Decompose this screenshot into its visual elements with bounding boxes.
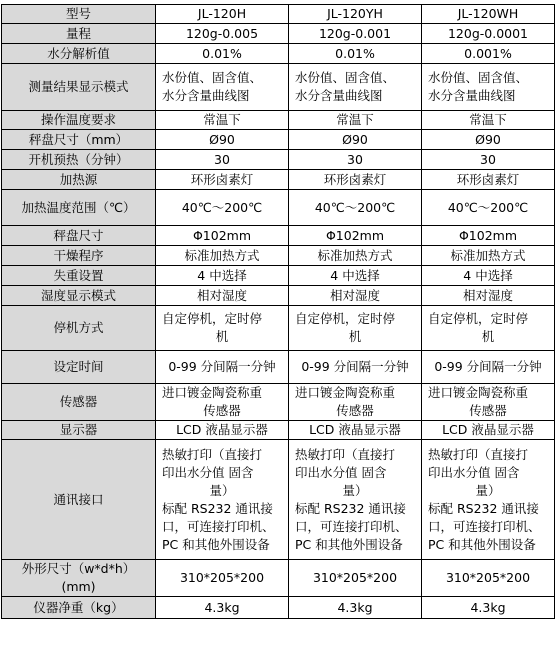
row-value-line: 传感器 <box>469 403 507 418</box>
row-value-line: 热敏打印（直接打 <box>428 446 529 462</box>
row-value-model-2: 0-99 分间隔一分钟 <box>289 351 422 384</box>
row-value-line: 水分含量曲线图 <box>295 88 383 103</box>
row-label: 加热源 <box>2 170 156 190</box>
row-value-line: 口，可连接打印机、 <box>295 518 408 534</box>
row-value-model-1: 相对湿度 <box>156 286 289 306</box>
row-value-line: 印出水分值 固含 <box>428 464 520 480</box>
row-value-line: 标配 RS232 通讯接 <box>428 500 539 516</box>
row-label: 加热温度范围（℃） <box>2 190 156 226</box>
row-label <box>2 560 156 597</box>
row-value-line: 量） <box>209 482 235 498</box>
row-value-line: PC 和其他外围设备 <box>428 536 536 552</box>
table-row <box>2 24 555 44</box>
row-value-model-1: Ø90 <box>156 130 289 150</box>
table-row <box>2 351 555 384</box>
row-value-line: 印出水分值 固含 <box>295 464 387 480</box>
row-label: 水分解析值 <box>2 44 156 64</box>
row-label: 秤盘尺寸（mm） <box>2 130 156 150</box>
header-label: 型号 <box>2 5 156 24</box>
row-value-line: 进口镀金陶瓷称重 <box>428 385 529 400</box>
row-value-line: 自定停机，定时停 <box>428 311 529 326</box>
table-row <box>2 190 555 226</box>
row-label: 通讯接口 <box>2 440 156 560</box>
row-value-model-3: 310*205*200 <box>422 560 555 597</box>
row-value-model-2: 0.01% <box>289 44 422 64</box>
row-value-model-2: 30 <box>289 150 422 170</box>
row-value-model-3 <box>422 306 555 351</box>
table-row <box>2 111 555 130</box>
row-value-model-2: Φ102mm <box>289 226 422 246</box>
table-row <box>2 130 555 150</box>
row-value-model-1: LCD 液晶显示器 <box>156 421 289 440</box>
row-label: 测量结果显示模式 <box>2 64 156 111</box>
table-row <box>2 597 555 619</box>
row-value-model-3: 30 <box>422 150 555 170</box>
row-value-model-1: 30 <box>156 150 289 170</box>
model-2: JL-120YH <box>289 5 422 24</box>
row-value-model-2: 标准加热方式 <box>289 246 422 266</box>
row-value-line: 口，可连接打印机、 <box>428 518 541 534</box>
row-value-model-3: Φ102mm <box>422 226 555 246</box>
model-3: JL-120WH <box>422 5 555 24</box>
table-row <box>2 246 555 266</box>
row-value-line: 机 <box>348 329 362 344</box>
row-value-model-1: 4.3kg <box>156 597 289 619</box>
row-label: 失重设置 <box>2 266 156 286</box>
row-value-line: 机 <box>215 329 229 344</box>
table-row <box>2 384 555 421</box>
row-value-model-1 <box>156 384 289 421</box>
row-label: 操作温度要求 <box>2 111 156 130</box>
row-value-line: PC 和其他外围设备 <box>162 536 270 552</box>
row-label: 停机方式 <box>2 306 156 351</box>
row-value-line: 量） <box>475 482 501 498</box>
row-value-line: 自定停机，定时停 <box>162 311 263 326</box>
table-row <box>2 64 555 111</box>
row-value-model-3: 常温下 <box>422 111 555 130</box>
row-value-model-2: Ø90 <box>289 130 422 150</box>
row-label: 设定时间 <box>2 351 156 384</box>
row-label: 传感器 <box>2 384 156 421</box>
row-value-line: 水分含量曲线图 <box>428 88 516 103</box>
row-value-model-1 <box>156 64 289 111</box>
row-value-model-1: 环形卤素灯 <box>156 170 289 190</box>
row-value-model-1: 120g-0.005 <box>156 24 289 44</box>
table-row <box>2 421 555 440</box>
row-value-line: 传感器 <box>336 403 374 418</box>
row-value-line: 传感器 <box>203 403 241 418</box>
row-value-model-3: 相对湿度 <box>422 286 555 306</box>
model-1: JL-120H <box>156 5 289 24</box>
row-value-model-2: 120g-0.001 <box>289 24 422 44</box>
row-label-line: 外形尺寸（w*d*h） <box>21 561 136 576</box>
row-value-model-3: 40℃～200℃ <box>422 190 555 226</box>
row-value-model-3 <box>422 64 555 111</box>
row-value-model-1: Φ102mm <box>156 226 289 246</box>
row-value-model-2 <box>289 440 422 560</box>
row-value-model-3: 0.001% <box>422 44 555 64</box>
row-value-model-1: 40℃～200℃ <box>156 190 289 226</box>
table-row <box>2 226 555 246</box>
table-row <box>2 170 555 190</box>
header-row <box>2 5 555 24</box>
row-value-model-1: 4 中选择 <box>156 266 289 286</box>
row-label: 开机预热（分钟） <box>2 150 156 170</box>
spec-table <box>1 4 555 619</box>
row-value-line: 进口镀金陶瓷称重 <box>162 385 263 400</box>
row-value-model-3: Ø90 <box>422 130 555 150</box>
row-value-model-1: 0.01% <box>156 44 289 64</box>
row-value-model-2: 相对湿度 <box>289 286 422 306</box>
row-value-model-2: 40℃～200℃ <box>289 190 422 226</box>
row-value-model-2: 4.3kg <box>289 597 422 619</box>
spec-table-body <box>2 5 555 619</box>
row-value-line: 标配 RS232 通讯接 <box>295 500 406 516</box>
row-value-model-1 <box>156 306 289 351</box>
row-value-model-3: 标准加热方式 <box>422 246 555 266</box>
row-value-line: 热敏打印（直接打 <box>162 446 263 462</box>
row-value-model-1: 310*205*200 <box>156 560 289 597</box>
row-value-model-1: 常温下 <box>156 111 289 130</box>
row-label: 仪器净重（kg） <box>2 597 156 619</box>
table-row <box>2 560 555 597</box>
table-row <box>2 306 555 351</box>
row-label: 量程 <box>2 24 156 44</box>
row-value-line: 量） <box>342 482 368 498</box>
table-row <box>2 44 555 64</box>
table-row <box>2 286 555 306</box>
row-value-model-2: 310*205*200 <box>289 560 422 597</box>
row-label: 显示器 <box>2 421 156 440</box>
row-value-model-2 <box>289 384 422 421</box>
row-value-model-3: 环形卤素灯 <box>422 170 555 190</box>
row-label: 湿度显示模式 <box>2 286 156 306</box>
row-value-model-2: 4 中选择 <box>289 266 422 286</box>
row-value-model-2: 常温下 <box>289 111 422 130</box>
row-value-model-3: 4.3kg <box>422 597 555 619</box>
row-label: 秤盘尺寸 <box>2 226 156 246</box>
row-value-line: 进口镀金陶瓷称重 <box>295 385 396 400</box>
row-value-model-2 <box>289 306 422 351</box>
row-value-line: PC 和其他外围设备 <box>295 536 403 552</box>
row-value-line: 自定停机，定时停 <box>295 311 396 326</box>
row-label: 干燥程序 <box>2 246 156 266</box>
row-value-line: 水份值、固含值、 <box>162 70 263 85</box>
row-value-line: 标配 RS232 通讯接 <box>162 500 273 516</box>
row-value-line: 热敏打印（直接打 <box>295 446 396 462</box>
row-value-model-1 <box>156 440 289 560</box>
row-value-model-3: 120g-0.0001 <box>422 24 555 44</box>
row-value-model-2: LCD 液晶显示器 <box>289 421 422 440</box>
row-value-line: 水份值、固含值、 <box>295 70 396 85</box>
row-value-line: 印出水分值 固含 <box>162 464 254 480</box>
row-value-model-3: 4 中选择 <box>422 266 555 286</box>
table-row <box>2 440 555 560</box>
row-value-line: 水份值、固含值、 <box>428 70 529 85</box>
row-value-model-2: 环形卤素灯 <box>289 170 422 190</box>
row-value-line: 机 <box>481 329 495 344</box>
table-row <box>2 150 555 170</box>
row-label-line: (mm) <box>61 579 96 594</box>
row-value-model-3: LCD 液晶显示器 <box>422 421 555 440</box>
row-value-model-3 <box>422 384 555 421</box>
row-value-model-2 <box>289 64 422 111</box>
row-value-model-1: 标准加热方式 <box>156 246 289 266</box>
row-value-model-1: 0-99 分间隔一分钟 <box>156 351 289 384</box>
row-value-line: 口，可连接打印机、 <box>162 518 275 534</box>
row-value-line: 水分含量曲线图 <box>162 88 250 103</box>
row-value-model-3 <box>422 440 555 560</box>
table-row <box>2 266 555 286</box>
row-value-model-3: 0-99 分间隔一分钟 <box>422 351 555 384</box>
